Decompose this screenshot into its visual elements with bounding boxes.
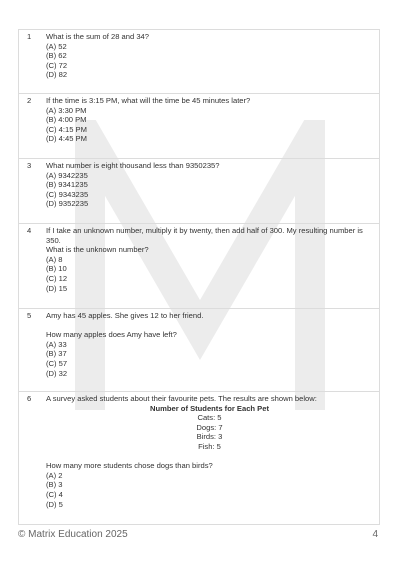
option-c[interactable]: (C) 12 (46, 273, 68, 283)
option-b[interactable]: (B) 4:00 PM (46, 115, 87, 125)
option-d[interactable]: (D) 82 (46, 70, 68, 80)
question-text: What number is eight thousand less than 9350235? (46, 161, 220, 170)
page-footer (18, 529, 378, 540)
option-a[interactable]: (A) 8 (46, 254, 63, 264)
table-title: Number of Students for Each Pet (150, 403, 269, 413)
option-b[interactable]: (B) 37 (46, 349, 67, 359)
table-row-fish: Fish: 5 (198, 441, 221, 451)
question-text: A survey asked students about their favourite pets. The results are shown below: (46, 394, 317, 403)
question-text: If the time is 3:15 PM, what will the time be 45 minutes later? (46, 96, 251, 105)
question-row-6 (19, 392, 379, 525)
question-row-1 (19, 30, 379, 94)
question-text: Amy has 45 apples. She gives 12 to her friend. (46, 311, 204, 320)
option-d[interactable]: (D) 32 (46, 368, 68, 378)
question-table (18, 29, 380, 525)
option-d[interactable]: (D) 5 (46, 499, 63, 509)
option-b[interactable]: (B) 10 (46, 264, 67, 274)
option-c[interactable]: (C) 72 (46, 60, 68, 70)
question-text: What is the sum of 28 and 34? (46, 32, 149, 41)
answer-options (46, 42, 373, 80)
question-prompt: What is the unknown number? (46, 245, 149, 255)
answer-options (46, 471, 373, 509)
question-row-5 (19, 309, 379, 392)
option-d[interactable]: (D) 15 (46, 283, 68, 293)
answer-options (46, 106, 373, 144)
answer-options (46, 340, 373, 378)
question-row-4 (19, 224, 379, 309)
option-c[interactable]: (C) 9343235 (46, 189, 89, 199)
answer-options (46, 171, 373, 209)
question-prompt: How many more students chose dogs than birds? (46, 461, 213, 471)
option-b[interactable]: (B) 9341235 (46, 180, 88, 190)
option-d[interactable]: (D) 9352235 (46, 199, 89, 209)
option-a[interactable]: (A) 9342235 (46, 170, 88, 180)
question-number: 2 (27, 96, 32, 105)
pet-data-table (46, 404, 373, 452)
option-b[interactable]: (B) 3 (46, 480, 63, 490)
table-row-birds: Birds: 3 (196, 432, 223, 442)
table-row-cats: Cats: 5 (197, 413, 222, 423)
question-row-3 (19, 159, 379, 224)
option-c[interactable]: (C) 4:15 PM (46, 124, 87, 134)
option-c[interactable]: (C) 4 (46, 489, 63, 499)
option-a[interactable]: (A) 33 (46, 339, 67, 349)
table-row-dogs: Dogs: 7 (196, 422, 223, 432)
question-number: 6 (27, 394, 32, 403)
question-number: 3 (27, 161, 32, 170)
question-number: 5 (27, 311, 32, 320)
option-c[interactable]: (C) 57 (46, 358, 68, 368)
question-row-2 (19, 94, 379, 159)
copyright-text: © Matrix Education 2025 (18, 529, 128, 540)
question-text: If I take an unknown number, multiply it by twenty, then add half of 300. My resulting number is 350. (46, 226, 363, 245)
page-number: 4 (372, 529, 378, 540)
question-number: 4 (27, 226, 32, 235)
option-a[interactable]: (A) 52 (46, 41, 67, 51)
option-b[interactable]: (B) 62 (46, 51, 67, 61)
answer-options (46, 255, 373, 293)
option-d[interactable]: (D) 4:45 PM (46, 134, 87, 144)
question-prompt: How many apples does Amy have left? (46, 330, 177, 340)
option-a[interactable]: (A) 3:30 PM (46, 105, 87, 115)
option-a[interactable]: (A) 2 (46, 470, 63, 480)
question-number: 1 (27, 32, 32, 41)
